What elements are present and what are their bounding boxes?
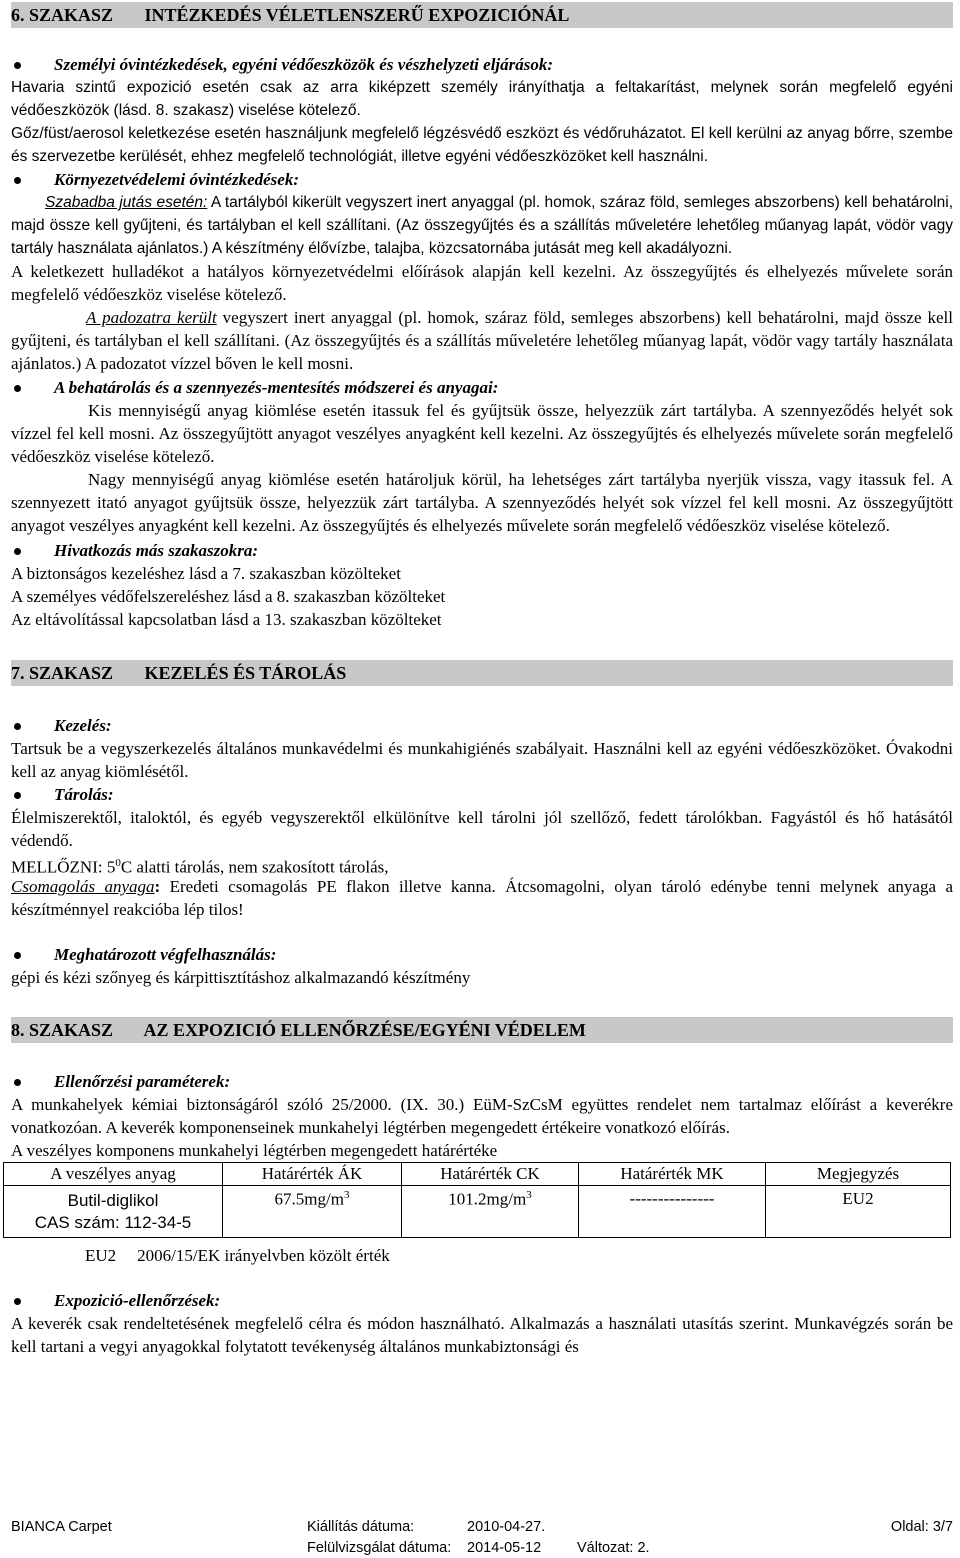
- ck-cell: [402, 1186, 579, 1238]
- table-row: [4, 1186, 951, 1238]
- heading-text: Tárolás:: [54, 785, 114, 804]
- bullet-heading-storage: [11, 783, 953, 806]
- section-7-heading: 7. SZAKASZ KEZELÉS ÉS TÁROLÁS: [11, 660, 953, 686]
- table-header-cell: Megjegyzés: [766, 1163, 951, 1186]
- note-cell: EU2: [766, 1186, 951, 1238]
- paragraph: A keletkezett hulladékot a hatályos környezetvédelmi előírások alapján kell kezelni. Az összegyűjtés és elhelyezés művelete során megfelelő védőeszköz viselése kötelező.: [11, 262, 953, 304]
- substance-name: Butil-diglikol: [67, 1190, 159, 1210]
- table-caption: A veszélyes komponens munkahelyi légtérben megengedett határértéke: [11, 1141, 498, 1160]
- bullet-heading-parameters: [11, 1070, 953, 1093]
- paragraph: gépi és kézi szőnyeg és kárpittisztításhoz alkalmazandó készítmény: [11, 968, 471, 987]
- paragraph: [11, 875, 953, 921]
- paragraph: Havaria szintű expozició esetén csak az arra kiképzett személy irányíthatja a feltakarítást, melynek során megfelelő egyéni védőeszközök (lásd. 8. szakasz) viselése kötelező.: [11, 79, 953, 119]
- bullet-heading-references: [11, 539, 953, 562]
- bullet-icon: [14, 548, 21, 555]
- paragraph: Nagy mennyiségű anyag kiömlése esetén határoljuk körül, ha lehetséges zárt tartályba nyerjük vissza, vagy itassuk fel. A szennyezett itató anyagot gyűjtsük össze, helyezzük zárt tartályba. A szennyeződés helyét sok vízzel fel kell mosni. Az összegyűjtött anyagot veszélyes anyagként kell kezelni. Az összegyűjtés és elhelyezés művelete során megfelelő védőeszköz viselése kötelező.: [11, 470, 953, 535]
- bullet-heading-handling: [11, 714, 953, 737]
- heading-text: Hivatkozás más szakaszokra:: [54, 541, 259, 560]
- bullet-heading-personal: [11, 53, 953, 76]
- paragraph: Élelmiszerektől, italoktól, és egyéb vegyszerektől elkülönítve kell tárolni jól szellőző, fedett tárolókban. Fagyástól és hő hatásától védendő.: [11, 808, 953, 850]
- table-header-cell: Határérték CK: [402, 1163, 579, 1186]
- eu2-code: EU2: [85, 1246, 117, 1265]
- paragraph-text: Eredeti csomagolás PE flakon illetve kanna. Átcsomagolni, olyan tároló edénybe tenni melynek anyaga a készítménnyel reakcióba lép tilos!: [11, 877, 953, 919]
- reference-line: A személyes védőfelszereléshez lásd a 8. szakaszban közölteket: [11, 587, 446, 606]
- superscript: 0: [115, 857, 121, 869]
- bullet-icon: [14, 1079, 21, 1086]
- paragraph: Gőz/füst/aerosol keletkezése esetén használjunk megfelelő légzésvédő eszközt és védőruházatot. El kell kerülni az anyag bőrre, szembe és szervezetbe kerülését, ehhez megfelelő technológiát, illetve egyéni védőeszközöket kell használni.: [11, 125, 953, 165]
- table-header-cell: Határérték ÁK: [223, 1163, 402, 1186]
- paragraph: [11, 852, 953, 875]
- paragraph: A munkahelyek kémiai biztonságáról szóló 25/2000. (IX. 30.) EüM-SzCsM együttes rendelet nem tartalmaz előírást a keverékre vonatkozóan. A keverék komponenseinek munkahelyi légtérben megengedett értékeire vonatkozó előírás.: [11, 1095, 953, 1137]
- heading-text: Környezetvédelemi óvintézkedések:: [54, 170, 300, 189]
- bullet-heading-end-use: [11, 943, 953, 966]
- bullet-icon: [14, 385, 21, 392]
- text: C alatti tárolás, nem szakosított tárolás,: [120, 857, 389, 877]
- ck-value: 101.2mg/m: [448, 1189, 527, 1209]
- superscript: 3: [526, 1189, 532, 1201]
- eu2-note: [11, 1244, 953, 1267]
- bullet-icon: [14, 1298, 21, 1305]
- colon: :: [154, 877, 161, 896]
- section-8-heading: 8. SZAKASZ AZ EXPOZICIÓ ELLENŐRZÉSE/EGYÉNI VÉDELEM: [11, 1017, 953, 1043]
- footer-issue-date: 2010-04-27.: [467, 1519, 546, 1535]
- ak-cell: [223, 1186, 402, 1238]
- paragraph: Kis mennyiségű anyag kiömlése esetén itassuk fel és gyűjtsük össze, helyezzük zárt tartályba. A szennyeződés helyét sok vízzel fel kell mosni. Az összegyűjtött anyagot veszélyes anyagként kell kezelni. Az összegyűjtés és elhelyezés művelete során megfelelő védőeszköz viselése kötelező.: [11, 401, 953, 466]
- text: MELLŐZNI: 5: [11, 857, 116, 877]
- heading-text: Expozició-ellenőrzések:: [54, 1291, 221, 1310]
- heading-text: Kezelés:: [54, 716, 112, 735]
- footer-review-label: Felülvizsgálat dátuma:: [307, 1540, 452, 1556]
- table-header-row: [4, 1163, 951, 1186]
- bullet-heading-environment: [11, 168, 953, 191]
- heading-text: Személyi óvintézkedések, egyéni védőeszközök és vészhelyzeti eljárások:: [54, 55, 554, 74]
- paragraph-text: A tartályból kikerült vegyszert inert anyaggal (pl. homok, száraz föld, semleges abszorbens) kell behatárolni, majd össze kell gyűjteni, és tartályban el kell szállítani. (Az összegyűjtés és a szállítás műveletére lehetőleg műanyag lapát, vödör vagy tartály használata ajánlatos.) A készítmény élővízbe, talajba, közcsatornába jutását meg kell akadályozni.: [11, 194, 953, 257]
- table-header-cell: A veszélyes anyag: [4, 1163, 223, 1186]
- bullet-heading-containment: [11, 376, 953, 399]
- cas-number: CAS szám: 112-34-5: [34, 1212, 192, 1232]
- inline-label: Csomagolás anyaga: [11, 877, 155, 896]
- superscript: 3: [343, 1189, 350, 1201]
- heading-text: Meghatározott végfelhasználás:: [54, 945, 277, 964]
- bullet-icon: [14, 177, 21, 184]
- paragraph: Tartsuk be a vegyszerkezelés általános munkavédelmi és munkahigiénés szabályait. Használni kell az egyéni védőeszközöket. Óvakodni kell az anyag kiömlésétől.: [11, 739, 953, 781]
- paragraph-text: vegyszert inert anyaggal (pl. homok, száraz föld, semleges abszorbens) kell behatárolni, majd össze kell gyűjteni, és tartályban el kell szállítani. (Az összegyűjtés és a szállítás műveletére lehetőleg műanyag lapát, vödör vagy tartály használata ajánlatos.) A padozatot vízzel bőven le kell mosni.: [11, 308, 953, 373]
- bullet-icon: [14, 723, 21, 730]
- limit-value-table: [3, 1162, 951, 1238]
- bullet-heading-exposure: [11, 1289, 953, 1312]
- section-6-heading: 6. SZAKASZ INTÉZKEDÉS VÉLETLENSZERŰ EXPOZICIÓNÁL: [11, 2, 953, 28]
- reference-line: Az eltávolítással kapcsolatban lásd a 13. szakaszban közölteket: [11, 610, 442, 629]
- inline-label: Szabadba jutás esetén:: [45, 194, 208, 211]
- paragraph: A keverék csak rendeltetésének megfelelő célra és módon használható. Alkalmazás a használati utasítás szerint. Munkavégzés során be kell tartani a vegyi anyagokkal folytatott tevékenység általános munkabiztonsági és: [11, 1314, 953, 1356]
- heading-text: A behatárolás és a szennyezés-mentesítés módszerei és anyagai:: [54, 378, 499, 397]
- footer-review-date: 2014-05-12: [467, 1540, 542, 1556]
- footer-version: Változat: 2.: [577, 1540, 650, 1556]
- paragraph: [11, 191, 953, 260]
- footer-company: BIANCA Carpet: [11, 1519, 112, 1535]
- reference-line: A biztonságos kezeléshez lásd a 7. szakaszban közölteket: [11, 564, 401, 583]
- heading-text: Ellenőrzési paraméterek:: [54, 1072, 231, 1091]
- footer-page-number: Oldal: 3/7: [890, 1519, 953, 1535]
- bullet-icon: [14, 62, 21, 69]
- substance-cell: [4, 1186, 223, 1238]
- table-header-cell: Határérték MK: [579, 1163, 766, 1186]
- mk-cell: ---------------: [579, 1186, 766, 1238]
- bullet-icon: [14, 952, 21, 959]
- paragraph: [11, 306, 953, 375]
- bullet-icon: [14, 792, 21, 799]
- eu2-text: 2006/15/EK irányelvben közölt érték: [137, 1246, 390, 1265]
- inline-label: A padozatra került: [86, 308, 217, 327]
- ak-value: 67.5mg/m: [274, 1189, 344, 1209]
- footer-issue-label: Kiállítás dátuma:: [307, 1519, 415, 1535]
